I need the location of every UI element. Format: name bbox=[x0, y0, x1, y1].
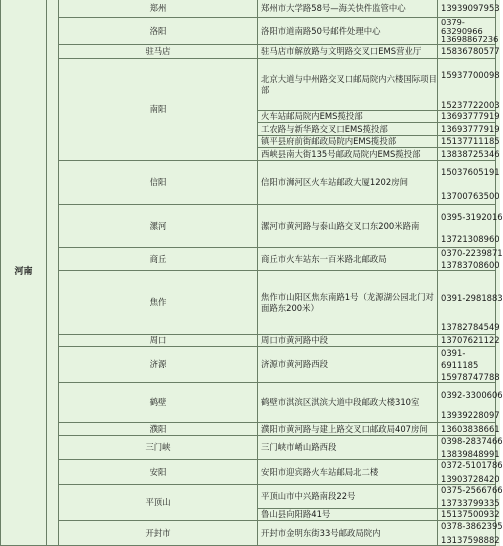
address-text: 焦作市山阳区焦东南路1号（龙源湖公园北门对面路东200米） bbox=[261, 292, 434, 313]
spacer-column bbox=[47, 0, 59, 546]
city-name: 开封市 bbox=[145, 527, 171, 538]
phone-number: 13137598882 bbox=[441, 534, 500, 545]
phone-number: 13700763500 bbox=[441, 190, 500, 201]
address-cell bbox=[258, 335, 438, 347]
phone-cell bbox=[438, 0, 500, 18]
phone-cell bbox=[438, 248, 503, 271]
address-text: 濮阳市黄河路与建上路交叉口邮政局407房间 bbox=[261, 423, 428, 434]
phone-number: 13603838661 bbox=[441, 423, 500, 434]
phone-number: 0378-3862395 bbox=[441, 521, 503, 531]
phone-cell bbox=[438, 17, 499, 45]
address-text: 鹤壁市淇滨区淇滨大道中段邮政大楼310室 bbox=[261, 397, 420, 408]
address-text: 漯河市黄河路与泰山路交叉口东200米路南 bbox=[261, 220, 420, 231]
phone-cell bbox=[438, 148, 500, 161]
address-cell bbox=[258, 123, 438, 136]
city-cell bbox=[59, 271, 258, 335]
phone-cell bbox=[438, 347, 500, 383]
phone-number: 15836780577 bbox=[441, 46, 500, 57]
address-text: 驻马店市解放路与文明路交叉口EMS营业厅 bbox=[261, 46, 422, 57]
phone-cell bbox=[438, 161, 500, 205]
address-cell bbox=[258, 383, 438, 423]
city-cell bbox=[59, 18, 258, 45]
address-text: 北京大道与中州路交叉口邮局院内六楼国际项目部 bbox=[261, 74, 437, 95]
address-text: 信阳市浉河区火车站邮政大厦1202房间 bbox=[261, 177, 408, 188]
address-text: 平顶山市中兴路南段22号 bbox=[261, 491, 356, 502]
phone-cell bbox=[438, 271, 503, 335]
address-text: 西峡县南大街135号邮政局院内EMS揽投部 bbox=[261, 148, 421, 159]
phone-cell bbox=[438, 59, 500, 111]
address-cell bbox=[258, 111, 438, 123]
address-text: 安阳市迎宾路火车站邮局北二楼 bbox=[261, 466, 379, 477]
city-name: 济源 bbox=[149, 359, 167, 370]
city-name: 周口 bbox=[149, 335, 167, 346]
city-name: 驻马店 bbox=[145, 46, 171, 57]
city-name: 濮阳 bbox=[149, 423, 167, 434]
address-text: 济源市黄河路西段 bbox=[261, 359, 328, 370]
province-label: 河南 bbox=[14, 267, 33, 278]
address-text: 洛阳市道南路50号邮件处理中心 bbox=[261, 25, 381, 36]
address-cell bbox=[258, 248, 438, 271]
phone-cell bbox=[438, 335, 500, 347]
phone-number: 13698867236 bbox=[441, 34, 499, 45]
address-text: 鲁山县向阳路41号 bbox=[261, 509, 331, 520]
phone-number: 0392-3300606 bbox=[441, 390, 503, 400]
address-cell bbox=[258, 347, 438, 383]
address-text: 周口市黄河路中段 bbox=[261, 335, 328, 346]
phone-number: 0395-3192016 bbox=[441, 212, 503, 222]
phone-number: 13782784549 bbox=[441, 321, 500, 332]
city-cell bbox=[59, 485, 258, 521]
phone-cell bbox=[438, 205, 503, 248]
city-cell bbox=[59, 161, 258, 205]
address-cell bbox=[258, 59, 438, 111]
address-cell bbox=[258, 485, 438, 509]
address-text: 工农路与新华路交叉口EMS揽投部 bbox=[261, 123, 388, 134]
phone-cell bbox=[438, 123, 500, 136]
phone-number: 13939228097 bbox=[441, 409, 500, 420]
phone-cell bbox=[438, 383, 503, 423]
phone-number: 13903728420 bbox=[441, 473, 500, 484]
city-name: 洛阳 bbox=[149, 25, 167, 36]
phone-cell bbox=[438, 111, 500, 123]
phone-number: 15937700098 bbox=[441, 70, 500, 80]
city-cell bbox=[59, 0, 258, 18]
address-cell bbox=[258, 460, 438, 485]
city-cell bbox=[59, 423, 258, 436]
city-cell bbox=[59, 59, 258, 161]
phone-number: 13693777919 bbox=[441, 111, 500, 122]
phone-number: 13693777919 bbox=[441, 123, 500, 134]
city-name: 安阳 bbox=[149, 466, 167, 477]
phone-number: 0370-2239871 bbox=[441, 248, 503, 258]
city-name: 三门峡 bbox=[145, 442, 171, 453]
phone-cell bbox=[438, 521, 503, 546]
address-cell bbox=[258, 18, 438, 45]
phone-number: 6911185 bbox=[441, 359, 479, 370]
address-cell bbox=[258, 436, 438, 460]
city-cell bbox=[59, 248, 258, 271]
address-text: 镇平县府前街邮政局院内EMS揽投部 bbox=[261, 136, 397, 147]
address-text: 商丘市火车站东一百米路北邮政局 bbox=[261, 253, 387, 264]
city-name: 南阳 bbox=[149, 104, 167, 115]
phone-number: 15237722003 bbox=[441, 99, 500, 110]
address-cell bbox=[258, 136, 438, 148]
city-cell bbox=[59, 335, 258, 347]
city-cell bbox=[59, 436, 258, 460]
city-cell bbox=[59, 521, 258, 546]
address-cell bbox=[258, 271, 438, 335]
address-text: 三门峡市崤山路西段 bbox=[261, 442, 337, 453]
phone-number: 13707621122 bbox=[441, 335, 500, 346]
address-text: 火车站邮局院内EMS揽投部 bbox=[261, 111, 363, 122]
phone-cell bbox=[438, 485, 503, 509]
address-text: 开封市金明东街33号邮政局院内 bbox=[261, 527, 381, 538]
phone-number: 13939097953 bbox=[441, 3, 500, 14]
phone-number: 0391-2981883 bbox=[441, 293, 503, 303]
phone-number: 15037605191 bbox=[441, 167, 500, 177]
city-cell bbox=[59, 460, 258, 485]
phone-number: 13721308960 bbox=[441, 233, 500, 244]
address-cell bbox=[258, 0, 438, 18]
phone-cell bbox=[438, 460, 503, 485]
phone-number: 0372-5101786 bbox=[441, 460, 503, 470]
phone-number: 15137500932 bbox=[441, 509, 500, 520]
city-name: 郑州 bbox=[149, 3, 167, 14]
address-cell bbox=[258, 205, 438, 248]
phone-number: 15978747788 bbox=[441, 371, 500, 382]
address-text: 郑州市大学路58号—海关快件监管中心 bbox=[261, 3, 406, 14]
city-name: 平顶山 bbox=[145, 497, 171, 508]
phone-cell bbox=[438, 423, 500, 436]
phone-cell bbox=[438, 45, 500, 59]
phone-number: 63290966 bbox=[441, 25, 483, 36]
address-cell bbox=[258, 521, 438, 546]
phone-number: 13838725346 bbox=[441, 148, 500, 159]
city-name: 鹤壁 bbox=[149, 397, 167, 408]
city-name: 漯河 bbox=[149, 220, 167, 231]
address-cell bbox=[258, 161, 438, 205]
address-cell bbox=[258, 148, 438, 161]
phone-cell bbox=[438, 509, 500, 521]
city-cell bbox=[59, 383, 258, 423]
city-cell bbox=[59, 205, 258, 248]
phone-cell bbox=[438, 436, 503, 460]
phone-number: 0379- bbox=[441, 17, 465, 27]
phone-number: 13839848991 bbox=[441, 448, 500, 459]
address-cell bbox=[258, 45, 438, 59]
phone-number: 0375-2566766 bbox=[441, 485, 503, 495]
phone-number: 13733799335 bbox=[441, 497, 500, 508]
address-cell bbox=[258, 423, 438, 436]
city-cell bbox=[59, 45, 258, 59]
phone-cell bbox=[438, 136, 500, 148]
city-name: 商丘 bbox=[149, 253, 167, 264]
phone-number: 13783708600 bbox=[441, 259, 500, 270]
address-cell bbox=[258, 509, 438, 521]
city-name: 焦作 bbox=[149, 297, 167, 308]
city-name: 信阳 bbox=[149, 177, 167, 188]
phone-number: 15137711185 bbox=[441, 136, 500, 147]
city-cell bbox=[59, 347, 258, 383]
phone-number: 0391- bbox=[441, 348, 466, 358]
phone-number: 0398-2837466 bbox=[441, 436, 503, 446]
province-cell bbox=[1, 0, 47, 546]
